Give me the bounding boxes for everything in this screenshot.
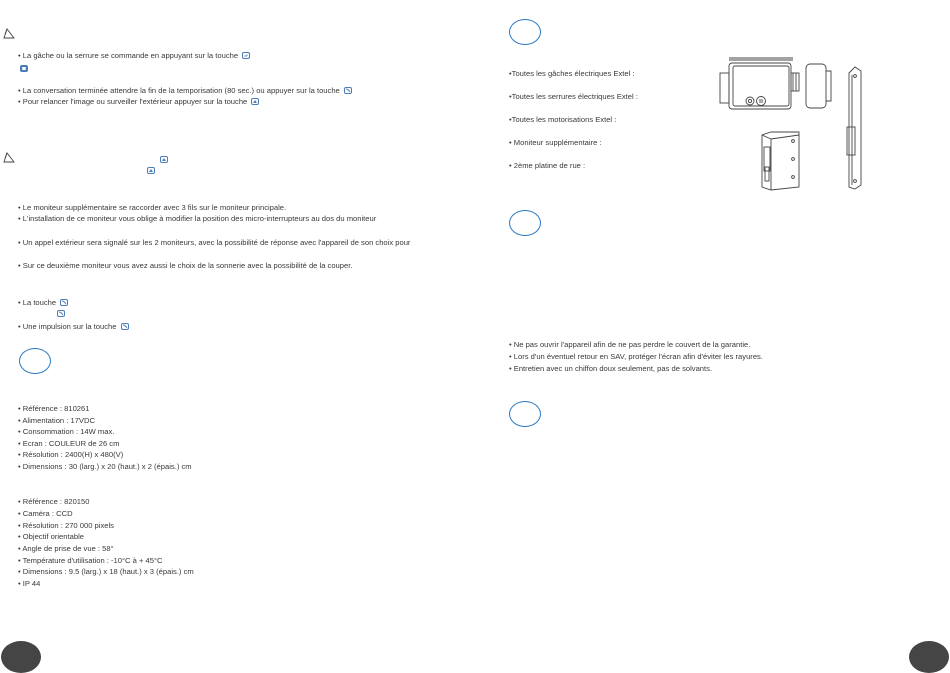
monitor-line: • Le moniteur supplémentaire se raccorder avec 3 fils sur le moniteur principale. — [18, 203, 287, 212]
accessory-line: •Toutes les motorisations Extel : — [509, 115, 617, 124]
spec-line: • Température d'utilisation : -10°C à + 45°C — [18, 556, 163, 565]
spec-line: • Résolution : 270 000 pixels — [18, 521, 114, 530]
usage-line-hangup: • La conversation terminée attendre la fin de la temporisation (80 sec.) ou appuyer sur la touche — [18, 86, 352, 95]
camera-icon — [251, 98, 259, 105]
square-icon — [20, 65, 28, 72]
page-corner-tab — [1, 641, 41, 673]
maintenance-line: • Lors d'un éventuel retour en SAV, protéger l'écran afin d'éviter les rayures. — [509, 352, 763, 361]
spec-line: • Dimensions : 30 (larg.) x 20 (haut.) x 2 (épais.) cm — [18, 462, 192, 471]
spec-line: • Caméra : CCD — [18, 509, 73, 518]
usage-line-image: • Pour relancer l'image ou surveiller l'extérieur appuyer sur la touche — [18, 97, 259, 106]
accessory-line: • Moniteur supplémentaire : — [509, 138, 602, 147]
camera-icon — [147, 167, 155, 174]
spec-line: • Référence : 810261 — [18, 404, 90, 413]
accessory-line: •Toutes les serrures électriques Extel : — [509, 92, 638, 101]
handset-icon — [344, 87, 352, 94]
section-circle-icon — [509, 210, 541, 236]
warning-icon — [3, 28, 15, 39]
spec-line: • Ecran : COULEUR de 26 cm — [18, 439, 120, 448]
page-corner-tab — [909, 641, 949, 673]
spec-line: • IP 44 — [18, 579, 41, 588]
section-circle-icon — [509, 19, 541, 45]
spec-line: • Résolution : 2400(H) x 480(V) — [18, 450, 124, 459]
accessory-line: • 2ème platine de rue : — [509, 161, 586, 170]
section-circle-icon — [509, 401, 541, 427]
maintenance-line: • Entretien avec un chiffon doux seulement, pas de solvants. — [509, 364, 713, 373]
monitor-line: • Sur ce deuxième moniteur vous avez aussi le choix de la sonnerie avec la possibilité de la couper. — [18, 261, 353, 270]
monitor-line: • L'installation de ce moniteur vous oblige à modifier la position des micro-interrupteurs au dos du moniteur — [18, 214, 377, 223]
spec-line: • Angle de prise de vue : 58° — [18, 544, 114, 553]
maintenance-line: • Ne pas ouvrir l'appareil afin de ne pas perdre le couvert de la garantie. — [509, 340, 751, 349]
usage-line-square — [18, 64, 28, 73]
spec-line: • Alimentation : 17VDC — [18, 416, 95, 425]
section-circle-icon — [19, 348, 51, 374]
monitor-line: • Un appel extérieur sera signalé sur les 2 moniteurs, avec la possibilité de réponse avec l'appareil de son choix pour — [18, 238, 411, 247]
spec-line: • Référence : 820150 — [18, 497, 90, 506]
warning-icon — [3, 152, 15, 163]
key-icon — [242, 52, 250, 59]
handset-icon — [57, 310, 65, 317]
accessory-line: •Toutes les gâches électriques Extel : — [509, 69, 635, 78]
intercom-line: • La touche — [18, 298, 68, 307]
handset-icon — [60, 299, 68, 306]
spec-line: • Consommation : 14W max. — [18, 427, 115, 436]
spec-line: • Objectif orientable — [18, 532, 84, 541]
spec-line: • Dimensions : 9.5 (larg.) x 18 (haut.) x 3 (épais.) cm — [18, 567, 194, 576]
intercom-line: • Une impulsion sur la touche — [18, 322, 129, 331]
usage-line-door: • La gâche ou la serrure se commande en appuyant sur la touche — [18, 51, 250, 60]
lock-illustration — [715, 55, 875, 195]
camera-icon — [160, 156, 168, 163]
handset-icon — [121, 323, 129, 330]
